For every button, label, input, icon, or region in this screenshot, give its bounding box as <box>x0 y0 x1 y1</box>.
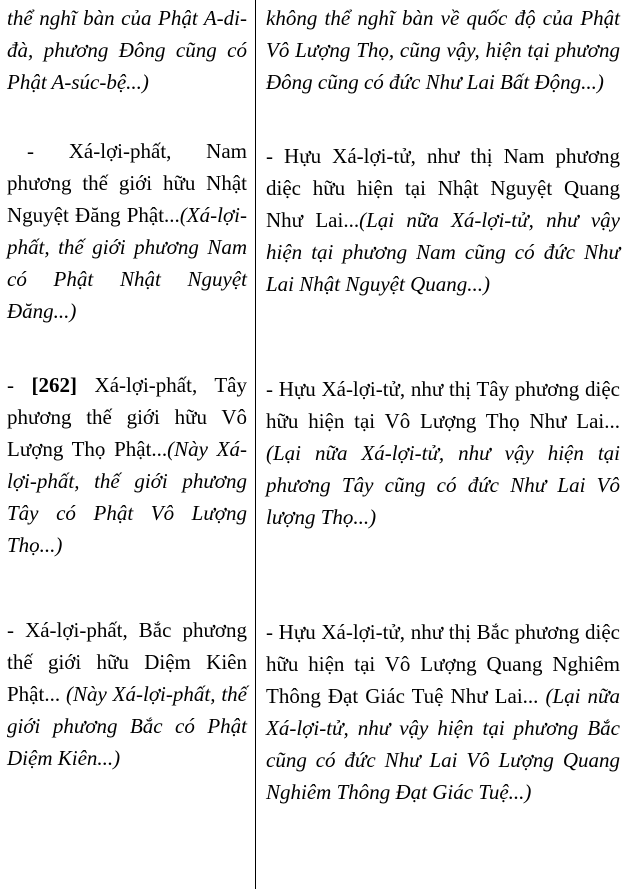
right-paragraph-2 <box>266 140 620 300</box>
left-p2-text: - Xá-lợi-phất, Nam phương thế giới hữu Nhật Nguyệt Đăng Phật... <box>7 139 247 227</box>
right-p2-italic-text: (Lại nữa Xá-lợi-tử, như vậy hiện tại phương Nam cũng có đức Như Lai Nhật Nguyệt Quang...) <box>266 208 620 296</box>
right-p3-text: - Hựu Xá-lợi-tử, như thị Tây phương diệc hữu hiện tại Vô Lượng Thọ Như Lai... <box>266 377 620 433</box>
right-paragraph-1 <box>266 2 620 98</box>
left-paragraph-1 <box>7 2 247 98</box>
right-p4-italic-text: (Lại nữa Xá-lợi-tử, như vậy hiện tại phương Bắc cũng có đức Như Lai Vô Lượng Quang Nghiêm Thông Đạt Giác Tuệ...) <box>266 684 620 804</box>
left-p3-italic-text: (Này Xá-lợi-phất, thế giới phương Tây có Phật Vô Lượng Thọ...) <box>7 437 247 557</box>
column-divider <box>255 0 256 889</box>
left-paragraph-2 <box>7 135 247 327</box>
right-paragraph-3 <box>266 373 620 533</box>
left-paragraph-3 <box>7 369 247 561</box>
left-paragraph-4 <box>7 614 247 774</box>
left-p3-prefix: - <box>7 373 32 397</box>
left-p2-italic-text: (Xá-lợi-phất, thế giới phương Nam có Phật Nhật Nguyệt Đăng...) <box>7 203 247 323</box>
left-p4-italic-text: (Này Xá-lợi-phất, thế giới phương Bắc có Phật Diệm Kiên...) <box>7 682 247 770</box>
page-marker: [262] <box>31 373 78 397</box>
right-p1-italic-text: không thể nghĩ bàn về quốc độ của Phật Vô Lượng Thọ, cũng vậy, hiện tại phương Đông cũng có đức Như Lai Bất Động...) <box>266 6 620 94</box>
right-paragraph-4 <box>266 616 620 808</box>
left-p1-italic-text: thể nghĩ bàn của Phật A-di-đà, phương Đông cũng có Phật A-súc-bệ...) <box>7 6 247 94</box>
left-p3-text: Xá-lợi-phất, Tây phương thế giới hữu Vô Lượng Thọ Phật... <box>7 373 248 461</box>
right-p4-text: - Hựu Xá-lợi-tử, như thị Bắc phương diệc hữu hiện tại Vô Lượng Quang Nghiêm Thông Đạt Giác Tuệ Như Lai... <box>266 620 620 708</box>
right-p2-text: - Hựu Xá-lợi-tử, như thị Nam phương diệc hữu hiện tại Nhật Nguyệt Quang Như Lai... <box>266 144 620 232</box>
left-p4-text: - Xá-lợi-phất, Bắc phương thế giới hữu Diệm Kiên Phật... <box>7 618 247 706</box>
right-p3-italic-text: (Lại nữa Xá-lợi-tử, như vậy hiện tại phương Tây cũng có đức Như Lai Vô lượng Thọ...) <box>266 441 620 529</box>
